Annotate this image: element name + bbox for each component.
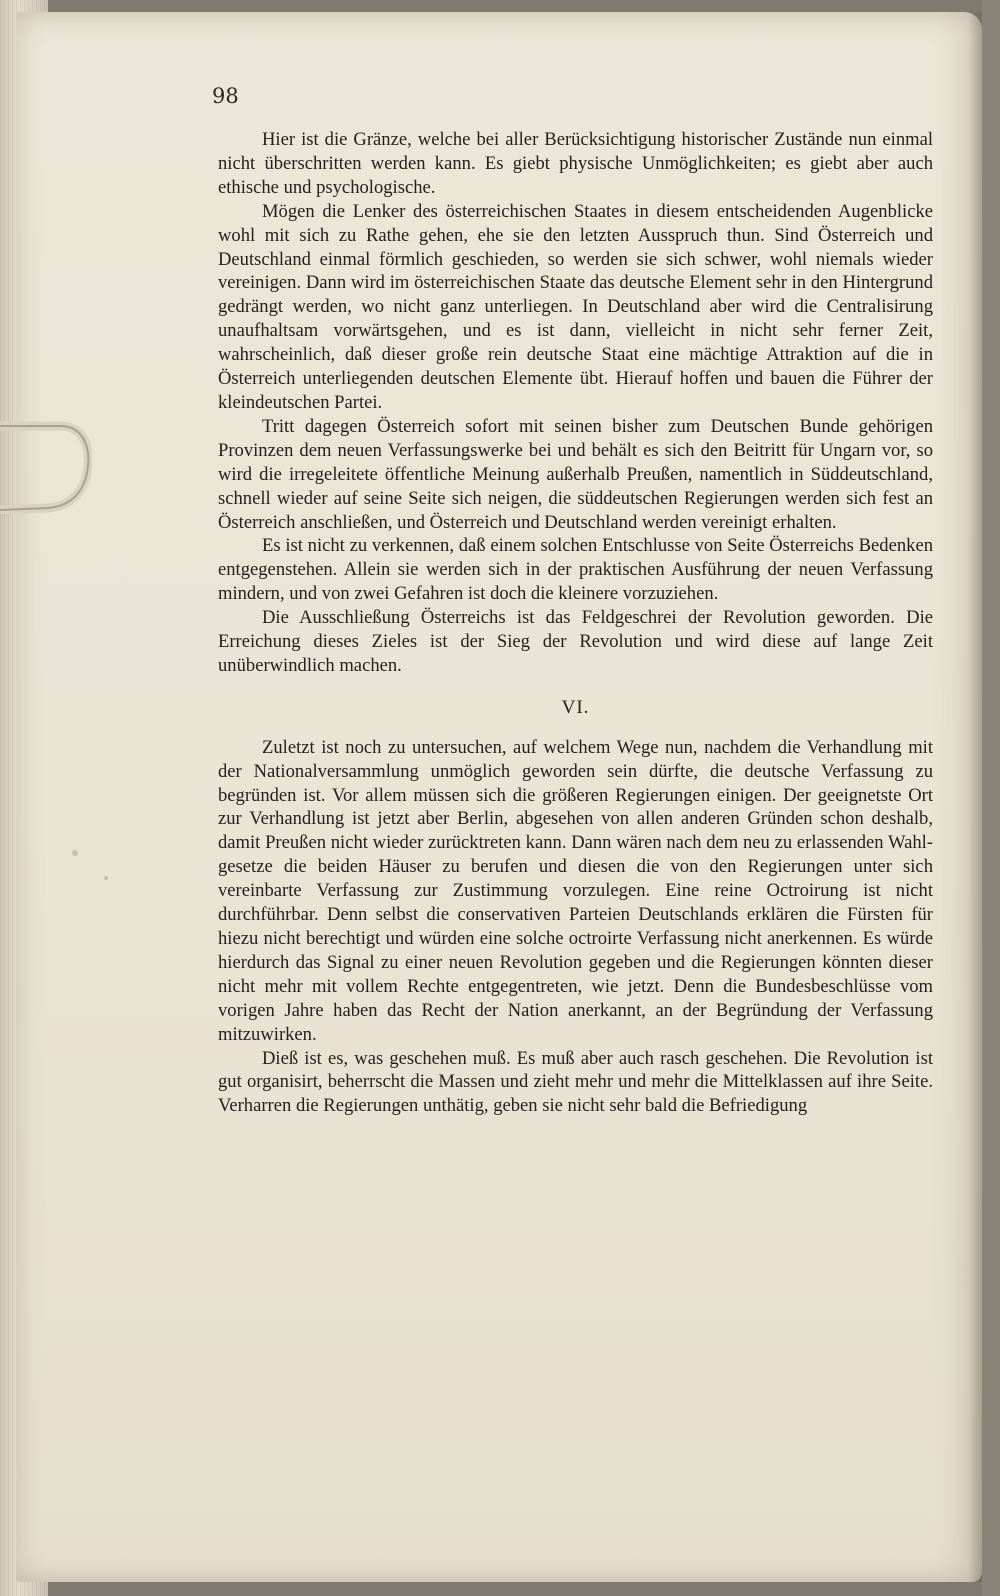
- page-number: 98: [212, 84, 239, 108]
- paragraph: Zuletzt ist noch zu untersuchen, auf welchem Wege nun, nachdem die Verhandlung mit der Nationalversammlung unmöglich geworden sein dürfte, die deutsche Verfassung zu begründen ist. Vor allem müssen sich die größeren Regierungen einigen. Der geeignetste Ort zur Verhandlung ist jetzt aber Berlin, abgesehen von allen anderen Gründen schon deshalb, damit Preußen nicht wieder zurücktreten kann. Dann wären nach dem neu zu erlassenden Wahlgesetze die beiden Häuser zu berufen und diesen die von den Regierungen unter sich vereinbarte Verfassung zur Zustimmung vorzulegen. Eine reine Octroirung ist nicht durchführbar. Denn selbst die conservativen Parteien Deutschlands erklären die Fürsten für hiezu nicht berechtigt und würden eine solche octroirte Verfassung nicht anerkennen. Es würde hierdurch das Signal zu einer neuen Revolution gegeben und die Regierungen könnten dieser nicht mehr mit vollem Rechte entgegentreten, wie jetzt. Denn die Bundesbeschlüsse vom vorigen Jahre haben das Recht der Nation anerkannt, an der Begründung der Verfassung mitzuwirken.: [218, 736, 933, 1045]
- page-gutter-shadow: [968, 12, 982, 1582]
- paper-stain: [104, 876, 108, 880]
- paragraph: Dieß ist es, was geschehen muß. Es muß aber auch rasch geschehen. Die Revolution ist gut organisirt, beherrscht die Massen und zieht mehr und mehr die Mittelklassen auf ihre Seite. Verharren die Regierungen unthätig, geben sie nicht sehr bald die Befriedigung: [218, 1047, 933, 1117]
- paragraph: Tritt dagegen Österreich sofort mit seinen bisher zum Deutschen Bunde gehörigen Provinzen dem neuen Verfassungswerke bei und behält es sich den Beitritt für Ungarn vor, so wird die irregeleitete öffentliche Meinung außerhalb Preußen, namentlich in Süddeutschland, schnell wieder auf seine Seite sich neigen, die süddeutschen Regierungen werden sich fest an Österreich anschließen, und Österreich und Deutschland werden vereinigt erhalten.: [218, 415, 933, 533]
- paper-stain: [72, 850, 78, 856]
- paragraph: Es ist nicht zu verkennen, daß einem solchen Entschlusse von Seite Österreichs Bedenken entgegenstehen. Allein sie werden sich in der praktischen Ausführung der neuen Verfassung mindern, und von zwei Gefahren ist doch die kleinere vorzuziehen.: [218, 535, 933, 605]
- page-body: [218, 128, 933, 1118]
- bookmark-clip-icon: [0, 418, 92, 514]
- paragraph: Die Ausschließung Österreichs ist das Feldgeschrei der Revolution geworden. Die Erreichung dieses Zieles ist der Sieg der Revolution und wird diese auf lange Zeit unüberwindlich machen.: [218, 607, 933, 676]
- paragraph: Hier ist die Gränze, welche bei aller Berücksichtigung historischer Zustände nun einmal nicht überschritten werden kann. Es giebt physische Unmöglichkeiten; es giebt aber auch ethische und psychologische.: [218, 129, 933, 198]
- background-right: [982, 0, 1000, 1596]
- paragraph: Mögen die Lenker des österreichischen Staates in diesem entscheidenden Augenblicke wohl mit sich zu Rathe gehen, ehe sie den letzten Ausspruch thun. Sind Österreich und Deutschland einmal förmlich geschieden, so werden sie sich schwer, wohl niemals wieder vereinigen. Dann wird im österreichischen Staate das deutsche Element sehr in den Hintergrund gedrängt werden, wo nicht ganz unterliegen. In Deutschland aber wird die Centralisirung unaufhaltsam vorwärtsgehen, und es ist dann, vielleicht in nicht sehr ferner Zeit, wahrscheinlich, daß dieser große rein deutsche Staat eine mächtige Attraktion auf die in Österreich unterliegenden deutschen Elemente übt. Hierauf hoffen und bauen die Führer der kleindeutschen Partei.: [218, 200, 933, 413]
- section-heading: VI.: [561, 696, 590, 718]
